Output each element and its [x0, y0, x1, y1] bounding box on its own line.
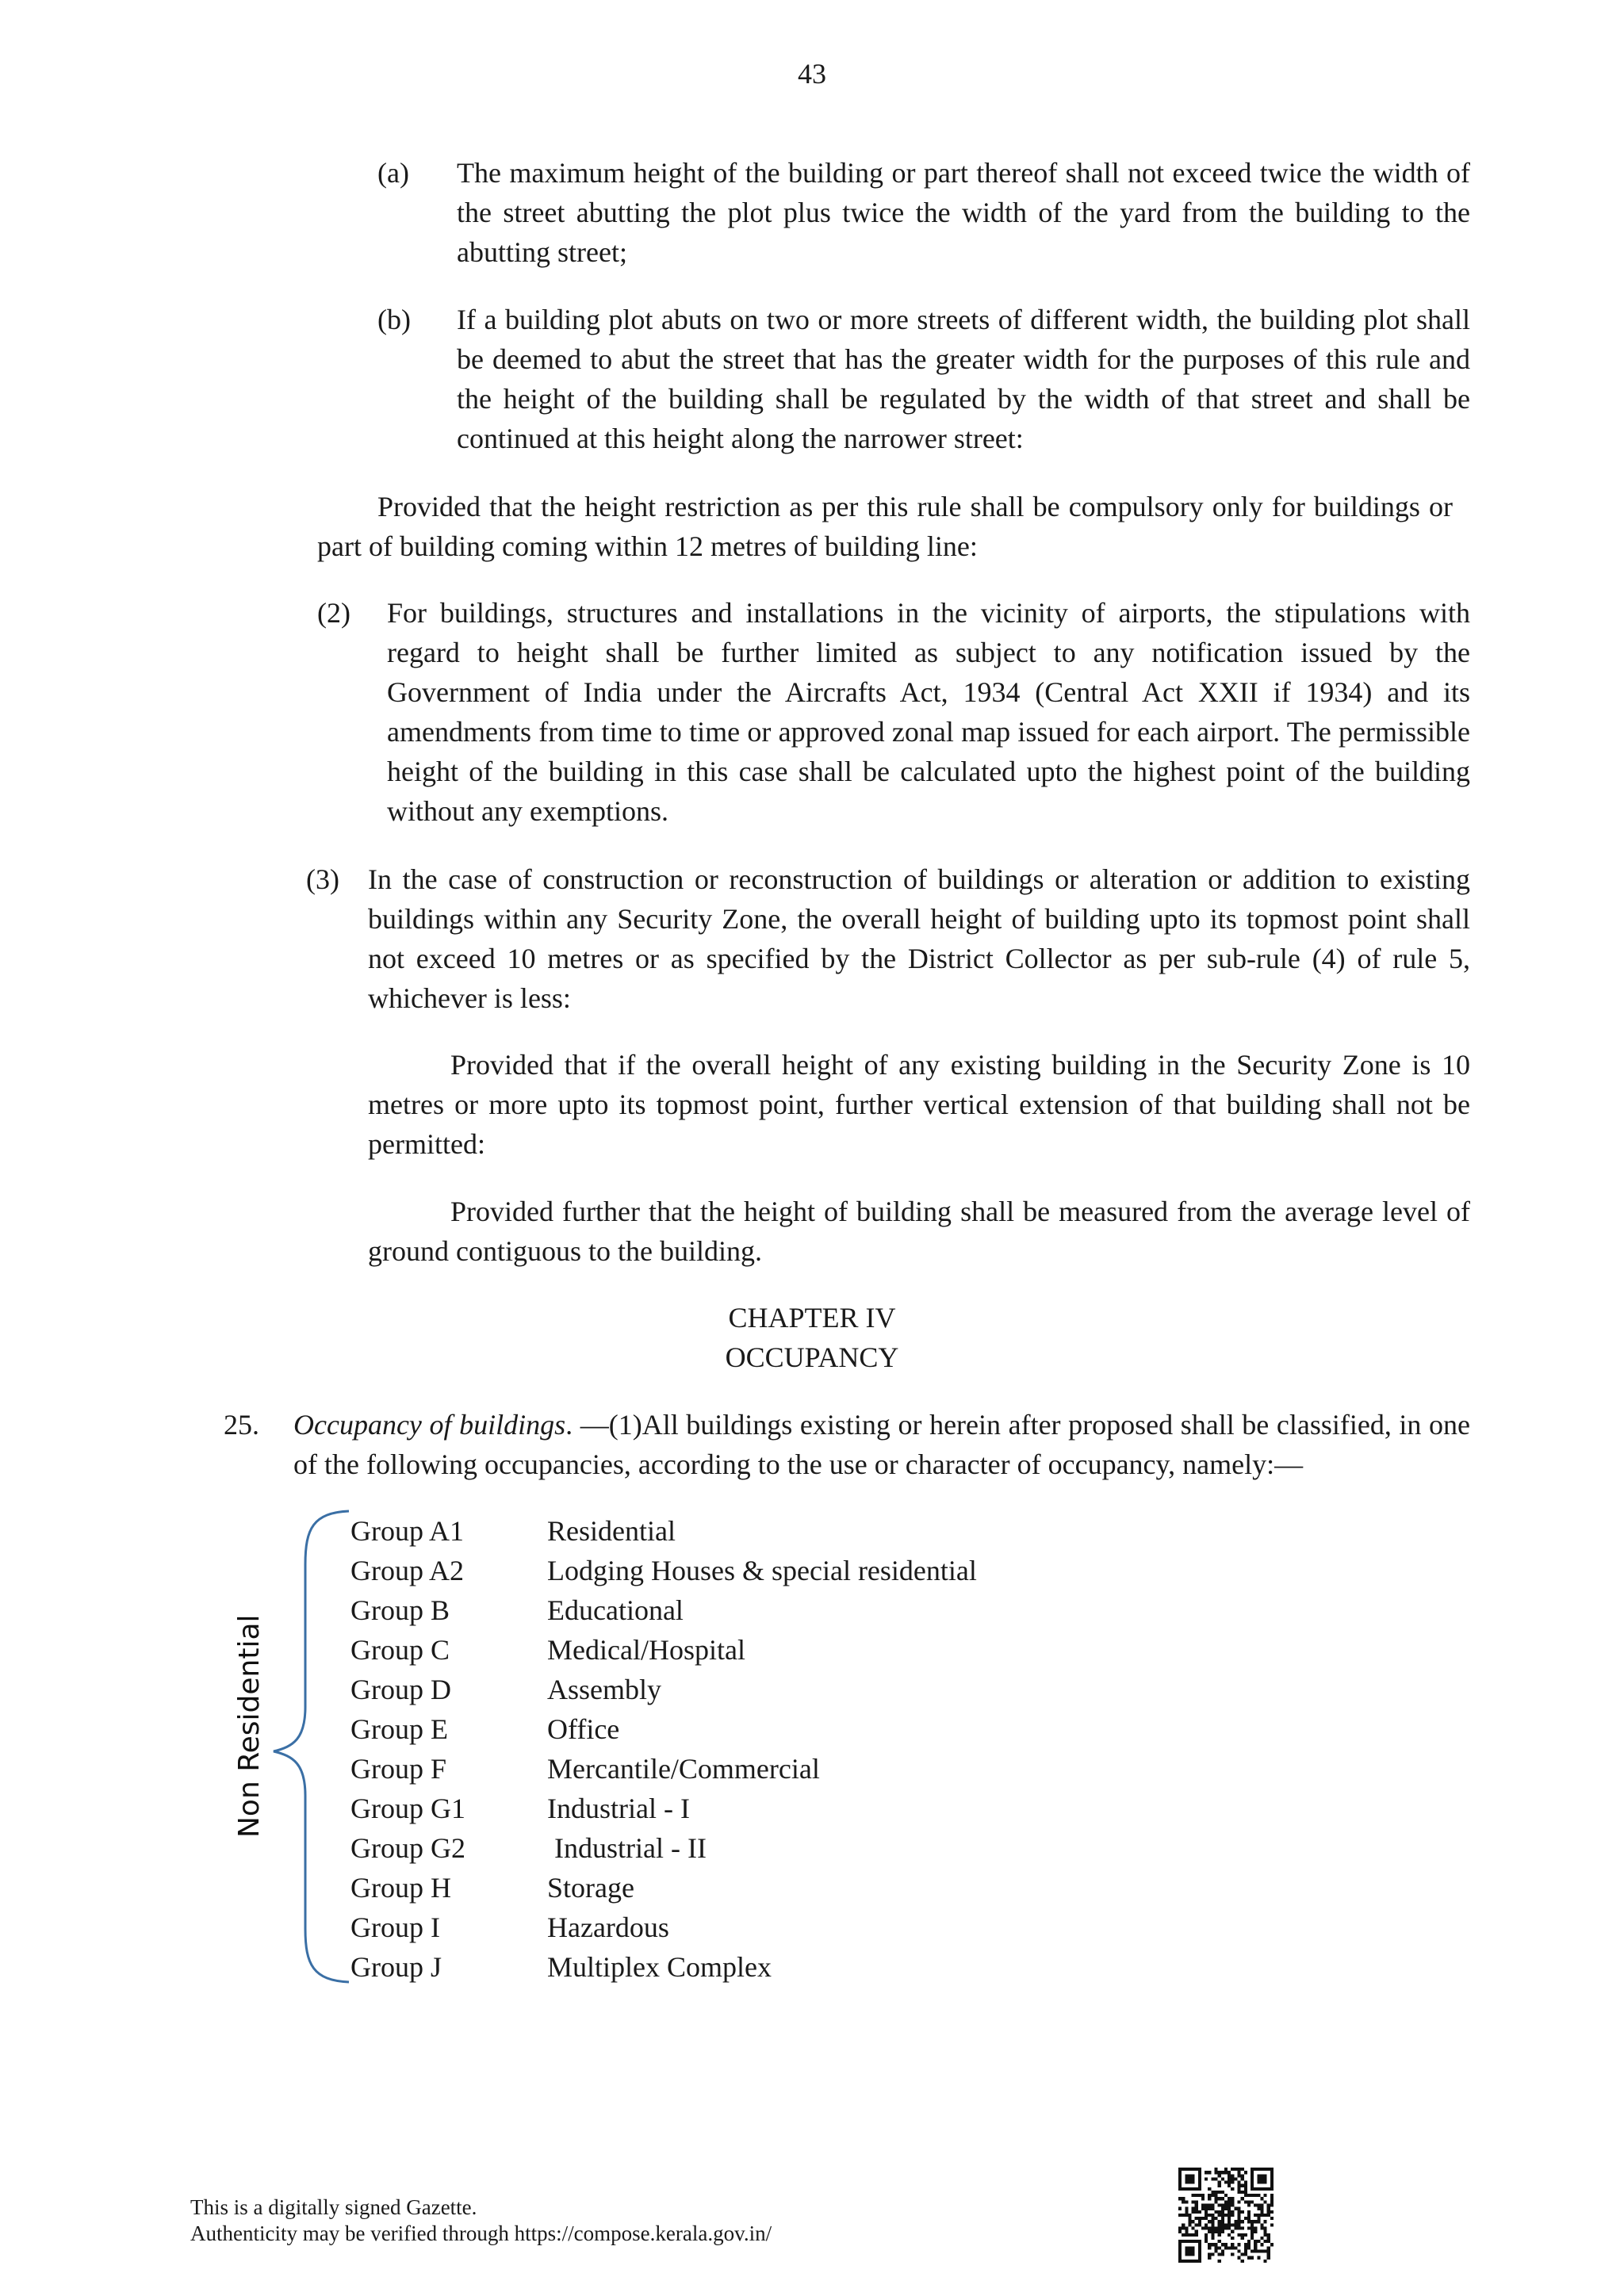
occupancy-name: Medical/Hospital	[547, 1634, 745, 1666]
occupancy-group: Group A2	[350, 1555, 464, 1586]
curly-brace-icon	[266, 1509, 353, 1984]
page-number: 43	[798, 58, 826, 90]
section-25-body	[293, 1405, 1470, 1484]
occupancy-row	[350, 1511, 1064, 1551]
occupancy-name: Industrial - II	[547, 1832, 707, 1864]
occupancy-name: Assembly	[547, 1674, 661, 1705]
clause-b-label: (b)	[377, 304, 411, 335]
occupancy-name: Industrial - I	[547, 1793, 690, 1824]
occupancy-group: Group C	[350, 1634, 450, 1666]
chapter-title: OCCUPANCY	[725, 1341, 899, 1373]
non-residential-label: Non Residential	[233, 1614, 266, 1838]
subrule-3-text: In the case of construction or reconstruction of buildings or alteration or addition to existing buildings within any Security Zone, the overall height of building upto its topmost point shall not exceed 10 metres or as specified by the District Collector as per sub-rule (4) of rule 5, whichever is less:	[368, 863, 1470, 1014]
occupancy-row	[350, 1947, 1064, 1987]
occupancy-group: Group F	[350, 1753, 447, 1785]
subrule-2-label: (2)	[317, 597, 350, 629]
occupancy-row	[350, 1590, 1064, 1630]
footer	[190, 2195, 772, 2247]
occupancy-row	[350, 1868, 1064, 1908]
qr-code-icon	[1178, 2168, 1274, 2263]
occupancy-row	[350, 1828, 1064, 1868]
occupancy-name: Office	[547, 1713, 620, 1745]
subrule-3-proviso-b: Provided further that the height of building shall be measured from the average level of ground contiguous to the building.	[368, 1196, 1470, 1267]
occupancy-group: Group A1	[350, 1515, 464, 1547]
occupancy-name: Mercantile/Commercial	[547, 1753, 820, 1785]
occupancy-group: Group J	[350, 1951, 442, 1983]
occupancy-group: Group G2	[350, 1832, 465, 1864]
footer-signed-note: This is a digitally signed Gazette.	[190, 2195, 477, 2219]
occupancy-name: Educational	[547, 1594, 684, 1626]
occupancy-group: Group B	[350, 1594, 450, 1626]
clause-a-text: The maximum height of the building or part thereof shall not exceed twice the width of the street abutting the plot plus twice the width of the yard from the building to the abutting street;	[457, 157, 1470, 268]
occupancy-row	[350, 1789, 1064, 1828]
chapter-number: CHAPTER IV	[728, 1302, 896, 1334]
occupancy-name: Multiplex Complex	[547, 1951, 772, 1983]
section-25-heading: Occupancy of buildings	[293, 1409, 566, 1441]
clause-a-label: (a)	[377, 157, 409, 189]
proviso-height-restriction: Provided that the height restriction as per this rule shall be compulsory only for buildings or part of building coming within 12 metres of building line:	[317, 491, 1453, 562]
occupancy-group: Group E	[350, 1713, 448, 1745]
occupancy-name: Residential	[547, 1515, 676, 1547]
occupancy-row	[350, 1551, 1064, 1590]
occupancy-row	[350, 1670, 1064, 1709]
section-25-number: 25.	[224, 1409, 259, 1441]
occupancy-name: Hazardous	[547, 1911, 669, 1943]
section-25-text: (1)All buildings existing or herein after proposed shall be classified, in one of the following occupancies, according to the use or character of occupancy, namely:—	[293, 1409, 1470, 1480]
section-25-heading-punct: . —	[565, 1409, 609, 1441]
subrule-3-proviso-a: Provided that if the overall height of any existing building in the Security Zone is 10 metres or more upto its topmost point, further vertical extension of that building shall not be permitted:	[368, 1049, 1470, 1160]
occupancy-group: Group D	[350, 1674, 451, 1705]
occupancy-group: Group I	[350, 1911, 440, 1943]
clause-b-text: If a building plot abuts on two or more streets of different width, the building plot shall be deemed to abut the street that has the greater width for the purposes of this rule and the height of the building shall be regulated by the width of that street and shall be continued at this height along the narrower street:	[457, 304, 1470, 454]
subrule-3-label: (3)	[306, 863, 339, 895]
occupancy-name: Lodging Houses & special residential	[547, 1555, 977, 1586]
occupancy-list	[350, 1511, 1064, 1987]
occupancy-group: Group H	[350, 1872, 451, 1904]
occupancy-name: Storage	[547, 1872, 634, 1904]
occupancy-row	[350, 1630, 1064, 1670]
footer-verify-link[interactable]: Authenticity may be verified through https://compose.kerala.gov.in/	[190, 2221, 772, 2245]
occupancy-group: Group G1	[350, 1793, 465, 1824]
occupancy-row	[350, 1709, 1064, 1749]
subrule-2-text: For buildings, structures and installations in the vicinity of airports, the stipulations with regard to height shall be further limited as subject to any notification issued by the Government of India under the Aircrafts Act, 1934 (Central Act XXII if 1934) and its amendments from time to time or approved zonal map issued for each airport. The permissible height of the building in this case shall be calculated upto the highest point of the building without any exemptions.	[387, 597, 1470, 827]
occupancy-row	[350, 1749, 1064, 1789]
occupancy-row	[350, 1908, 1064, 1947]
